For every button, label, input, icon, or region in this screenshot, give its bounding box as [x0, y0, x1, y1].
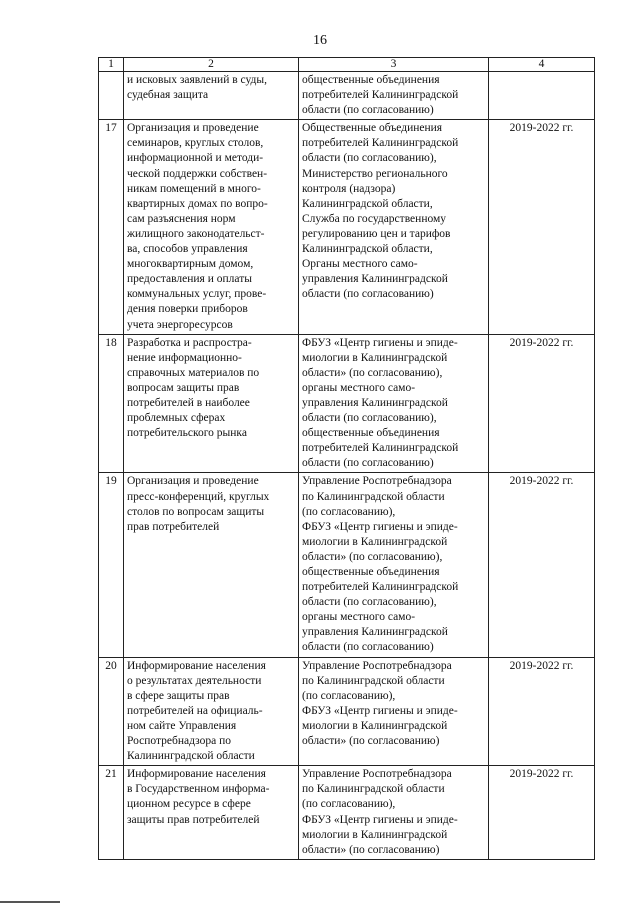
execution-period: 2019-2022 гг. — [489, 120, 595, 334]
executors-line: Общественные объединения — [302, 122, 443, 135]
executors-line: контроля (надзора) — [302, 182, 396, 195]
executors-line: области» (по согласованию), — [302, 550, 443, 563]
event-description-line: о результатах деятельности — [127, 674, 262, 687]
executors-line: области (по согласованию), — [302, 412, 437, 425]
executors-line: ФБУЗ «Центр гигиены и эпиде- — [302, 520, 458, 533]
event-description-line: дения поверки приборов — [127, 303, 248, 316]
event-description-line: Информирование населения — [127, 659, 266, 672]
event-description-line: Информирование населения — [127, 768, 266, 781]
event-description-line: многоквартирным домом, — [127, 258, 254, 271]
table-row — [99, 120, 595, 334]
executors-line: области (по согласованию) — [302, 641, 434, 654]
executors-line: области (по согласованию), — [302, 596, 437, 609]
executors-line: управления Калининградской — [302, 396, 448, 409]
executors-line: (по согласованию), — [302, 798, 396, 811]
header-col-3: 3 — [299, 58, 489, 72]
executors-line: миологии в Калининградской — [302, 535, 448, 548]
row-number: 19 — [99, 473, 124, 657]
event-description-line: Калининградской области — [127, 750, 255, 763]
event-description-line: столов по вопросам защиты — [127, 505, 265, 518]
executors-line: Служба по государственному — [302, 212, 447, 225]
event-description-line: Роспотребнадзора по — [127, 735, 231, 748]
header-col-2: 2 — [124, 58, 299, 72]
executors-line: по Калининградской области — [302, 490, 445, 503]
event-description-line: проблемных сферах — [127, 412, 226, 425]
page-number: 16 — [313, 33, 327, 48]
event-description-line: ном сайте Управления — [127, 719, 237, 732]
event-description — [124, 473, 299, 657]
execution-period: 2019-2022 гг. — [489, 657, 595, 766]
executors-line: потребителей Калининградской — [302, 581, 459, 594]
executors — [299, 473, 489, 657]
executors — [299, 334, 489, 473]
executors-line: Управление Роспотребнадзора — [302, 659, 452, 672]
executors-line: миологии в Калининградской — [302, 828, 448, 841]
event-description-line: квартирных домах по вопро- — [127, 197, 268, 210]
executors-line: миологии в Калининградской — [302, 351, 448, 364]
executors — [299, 72, 489, 120]
event-description-line: коммунальных услуг, прове- — [127, 288, 267, 301]
header-col-1: 1 — [99, 58, 124, 72]
executors-line: регулированию цен и тарифов — [302, 227, 451, 240]
table-row — [99, 334, 595, 473]
executors-line: Управление Роспотребнадзора — [302, 768, 452, 781]
event-description-line: прав потребителей — [127, 520, 220, 533]
scan-edge-mark — [0, 901, 60, 903]
table-header-row — [99, 58, 595, 72]
table-row — [99, 72, 595, 120]
event-description-line: ческой поддержки собствен- — [127, 167, 268, 180]
executors-line: области» (по согласованию), — [302, 366, 443, 379]
executors-line: органы местного само- — [302, 611, 416, 624]
table-row — [99, 657, 595, 766]
execution-period: 2019-2022 гг. — [489, 473, 595, 657]
executors-line: области (по согласованию) — [302, 288, 434, 301]
executors-line: управления Калининградской — [302, 273, 448, 286]
executors-line: Управление Роспотребнадзора — [302, 475, 452, 488]
executors-line: общественные объединения — [302, 427, 440, 440]
executors-line: области (по согласованию) — [302, 104, 434, 117]
event-description — [124, 120, 299, 334]
row-number: 18 — [99, 334, 124, 473]
event-description-line: потребительского рынка — [127, 427, 247, 440]
executors-line: области (по согласованию), — [302, 152, 437, 165]
executors-line: Калининградской области, — [302, 243, 433, 256]
event-description-line: предоставления и оплаты — [127, 273, 252, 286]
execution-period: 2019-2022 гг. — [489, 334, 595, 473]
executors-line: общественные объединения — [302, 74, 440, 86]
event-description-line: информационной и методи- — [127, 152, 264, 165]
event-description-line: сам разъяснения норм — [127, 212, 236, 225]
executors-line: органы местного само- — [302, 381, 416, 394]
event-description-line: Организация и проведение — [127, 475, 259, 488]
executors-line: потребителей Калининградской — [302, 137, 459, 150]
executors-line: Органы местного само- — [302, 258, 418, 271]
executors — [299, 766, 489, 860]
table-row — [99, 766, 595, 860]
executors-line: ФБУЗ «Центр гигиены и эпиде- — [302, 813, 458, 826]
event-description-line: потребителей на официаль- — [127, 704, 263, 717]
event-description-line: потребителей в наиболее — [127, 396, 250, 409]
event-description-line: Организация и проведение — [127, 122, 259, 135]
executors-line: потребителей Калининградской — [302, 89, 459, 102]
event-description — [124, 766, 299, 860]
executors-line: по Калининградской области — [302, 783, 445, 796]
event-description-line: семинаров, круглых столов, — [127, 137, 264, 150]
executors-line: ФБУЗ «Центр гигиены и эпиде- — [302, 704, 458, 717]
event-description-line: нение информационно- — [127, 351, 242, 364]
row-number: 20 — [99, 657, 124, 766]
event-description-line: защиты прав потребителей — [127, 813, 260, 826]
executors-line: потребителей Калининградской — [302, 442, 459, 455]
executors-line: области» (по согласованию) — [302, 843, 440, 856]
executors-line: Калининградской области, — [302, 197, 433, 210]
row-number: 17 — [99, 120, 124, 334]
executors-line: управления Калининградской — [302, 626, 448, 639]
executors-line: области» (по согласованию) — [302, 735, 440, 748]
event-description-line: жилищного законодательст- — [127, 227, 265, 240]
event-description-line: в Государственном информа- — [127, 783, 270, 796]
execution-period — [489, 72, 595, 120]
event-description-line: вопросам защиты прав — [127, 381, 240, 394]
executors-line: общественные объединения — [302, 566, 440, 578]
event-description-line: справочных материалов по — [127, 366, 260, 379]
executors — [299, 657, 489, 766]
executors-line: Министерство регионального — [302, 167, 448, 180]
row-number — [99, 72, 124, 120]
event-description-line: учета энергоресурсов — [127, 318, 233, 331]
executors-line: по Калининградской области — [302, 674, 445, 687]
executors-line: (по согласованию), — [302, 505, 396, 518]
event-description-line: судебная защита — [127, 89, 209, 102]
event-description-line: никам помещений в много- — [127, 182, 261, 195]
event-description — [124, 657, 299, 766]
executors-line: области (по согласованию) — [302, 457, 434, 470]
event-description-line: Разработка и распростра- — [127, 336, 252, 349]
header-col-4: 4 — [489, 58, 595, 72]
execution-period: 2019-2022 гг. — [489, 766, 595, 860]
table-row — [99, 473, 595, 657]
event-description-line: в сфере защиты прав — [127, 689, 230, 702]
event-description — [124, 334, 299, 473]
executors-line: миологии в Калининградской — [302, 719, 448, 732]
event-description-line: пресс-конференций, круглых — [127, 490, 270, 503]
event-description-line: ва, способов управления — [127, 243, 248, 256]
event-description-line: ционном ресурсе в сфере — [127, 798, 251, 811]
executors-line: (по согласованию), — [302, 689, 396, 702]
event-description-line: и исковых заявлений в суды, — [127, 74, 267, 86]
events-table — [98, 57, 595, 860]
event-description — [124, 72, 299, 120]
row-number: 21 — [99, 766, 124, 860]
executors-line: ФБУЗ «Центр гигиены и эпиде- — [302, 336, 458, 349]
events-table-body — [99, 58, 595, 860]
executors — [299, 120, 489, 334]
